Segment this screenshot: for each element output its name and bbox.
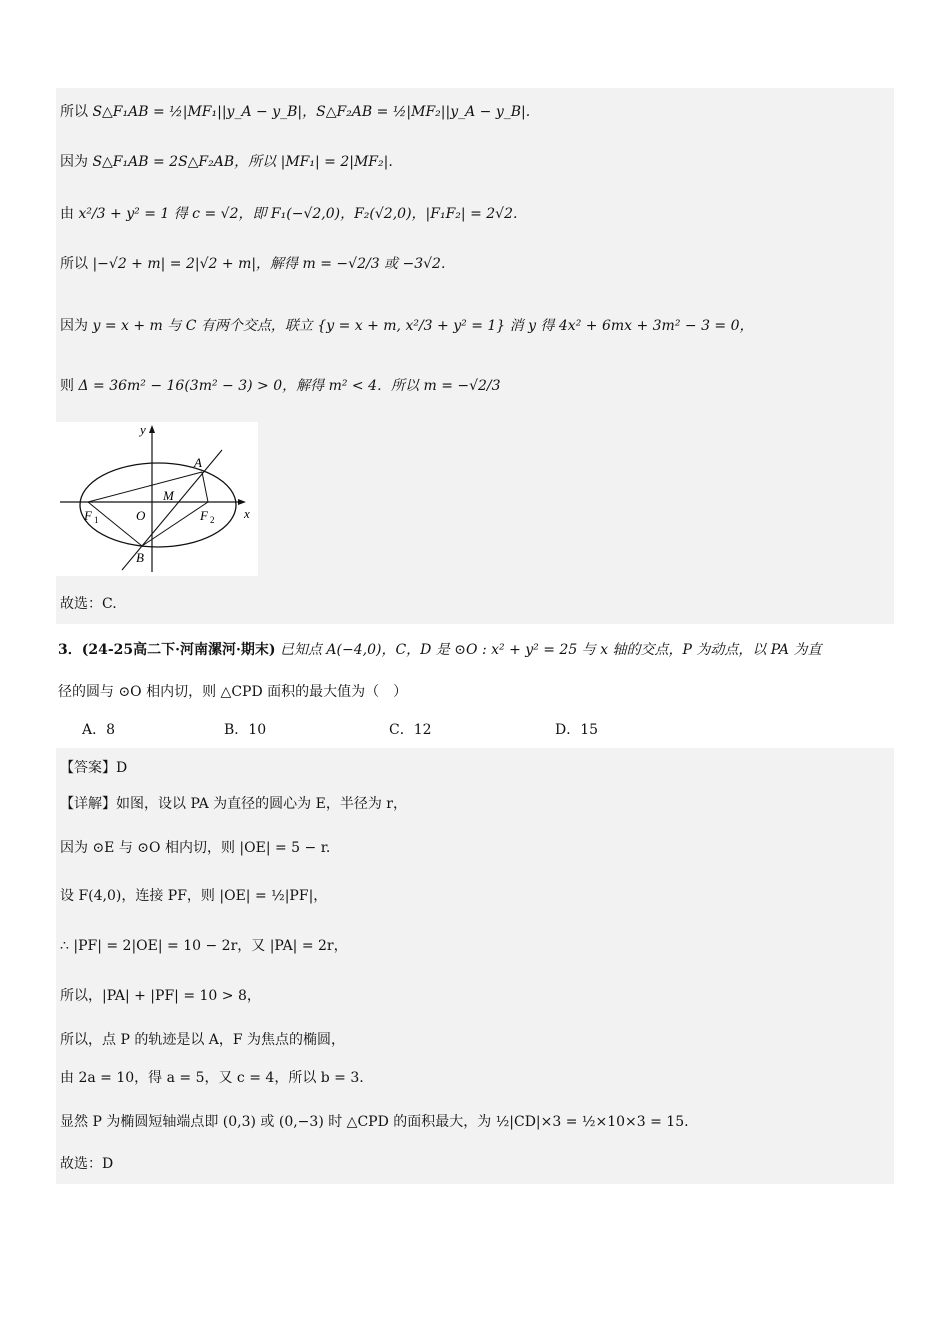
sol-line-1: 所以 S△F₁AB = ½|MF₁||y_A − y_B|，S△F₂AB = ½|MF₂||y_A − y_B|. xyxy=(60,104,531,120)
detail-line-4: 所以，|PA| + |PF| = 10 > 8， xyxy=(60,988,261,1004)
answer-tag: 【答案】D xyxy=(60,760,128,776)
sol-line-2: 因为 S△F₁AB = 2S△F₂AB，所以 |MF₁| = 2|MF₂|. xyxy=(60,154,393,170)
question-source: (24-25高二下·河南漯河·期末) xyxy=(81,642,276,658)
question-stem-1: 已知点 A(−4,0)，C，D 是 ⊙O : x² + y² = 25 与 x 轴的交点，P 为动点，以 PA 为直 xyxy=(279,642,822,658)
option-d: D．15 xyxy=(555,722,599,738)
sol-line-4: 所以 |−√2 + m| = 2|√2 + m|，解得 m = −√2/3 或 −3√2. xyxy=(60,256,446,272)
figure-background xyxy=(56,422,258,576)
solution-top-block xyxy=(56,88,894,624)
label-f1-sub: 1 xyxy=(94,515,99,525)
detail-line-2: 设 F(4,0)，连接 PF，则 |OE| = ½|PF|， xyxy=(60,888,328,904)
sol-line-5: 因为 y = x + m 与 C 有两个交点，联立 {y = x + m, x²/3 + y² = 1} 消 y 得 4x² + 6mx + 3m² − 3 = 0， xyxy=(60,318,754,334)
question-options xyxy=(82,718,682,742)
sol-line-3: 由 x²/3 + y² = 1 得 c = √2，即 F₁(−√2,0)，F₂(√2,0)，|F₁F₂| = 2√2. xyxy=(60,206,518,222)
detail-line-7: 显然 P 为椭圆短轴端点即 (0,3) 或 (0,−3) 时 △CPD 的面积最大，为 ½|CD|×3 = ½×10×3 = 15. xyxy=(60,1114,689,1130)
label-o: O xyxy=(136,508,146,523)
detail-line-8: 故选：D xyxy=(60,1156,114,1172)
solution-bottom-block xyxy=(56,748,894,1184)
detail-line-0: 【详解】如图，设以 PA 为直径的圆心为 E，半径为 r， xyxy=(60,796,407,812)
label-f1: F xyxy=(84,508,92,523)
question-stem-line1 xyxy=(58,638,822,662)
label-a: A xyxy=(194,455,202,470)
label-x: x xyxy=(244,506,250,521)
question-number: 3． xyxy=(58,642,82,658)
option-c: C．12 xyxy=(389,722,432,738)
detail-line-6: 由 2a = 10，得 a = 5，又 c = 4，所以 b = 3. xyxy=(60,1070,364,1086)
label-m: M xyxy=(163,488,174,503)
label-b: B xyxy=(136,550,144,565)
option-b: B．10 xyxy=(224,722,267,738)
label-f2: F xyxy=(200,508,208,523)
detail-line-5: 所以，点 P 的轨迹是以 A，F 为焦点的椭圆， xyxy=(60,1032,346,1048)
sol-top-answer: 故选：C. xyxy=(60,596,117,612)
detail-line-1: 因为 ⊙E 与 ⊙O 相内切，则 |OE| = 5 − r. xyxy=(60,840,331,856)
label-f2-sub: 2 xyxy=(210,515,215,525)
ellipse-figure xyxy=(56,422,258,576)
option-a: A．8 xyxy=(82,722,116,738)
detail-line-3: ∴ |PF| = 2|OE| = 10 − 2r，又 |PA| = 2r， xyxy=(60,938,348,954)
detail-tag: 【详解】 xyxy=(60,796,116,812)
question-stem-line2: 径的圆与 ⊙O 相内切，则 △CPD 面积的最大值为（ ） xyxy=(58,684,408,700)
sol-line-6: 则 Δ = 36m² − 16(3m² − 3) > 0，解得 m² < 4．所以 m = −√2/3 xyxy=(60,378,501,394)
label-y: y xyxy=(140,422,146,437)
